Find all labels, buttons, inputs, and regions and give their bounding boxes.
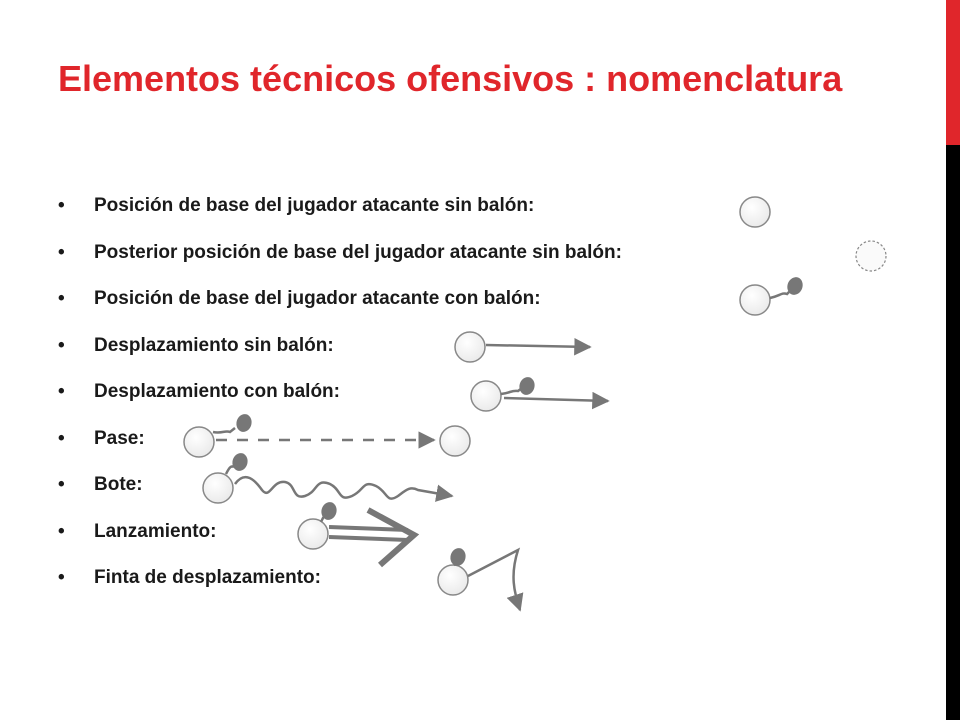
list-item xyxy=(58,374,622,421)
page-title: Elementos técnicos ofensivos : nomenclatura xyxy=(58,58,843,99)
item-label: Posterior posición de base del jugador atacante sin balón: xyxy=(94,241,622,263)
item-label: Bote: xyxy=(94,474,143,495)
list-item xyxy=(58,281,622,328)
bullet-icon: • xyxy=(58,288,65,309)
item-label: Posición de base del jugador atacante sin balón: xyxy=(94,195,535,216)
bullet-icon: • xyxy=(58,381,65,402)
side-dark-bar xyxy=(946,145,960,720)
bullet-icon: • xyxy=(58,567,65,588)
player-later-position-icon xyxy=(856,241,886,271)
player-no-ball-icon xyxy=(740,197,770,227)
side-accent-bar xyxy=(946,0,960,145)
bullet-icon: • xyxy=(58,334,65,356)
list-item xyxy=(58,467,622,514)
list-item xyxy=(58,560,622,607)
list-item xyxy=(58,328,622,375)
item-label: Lanzamiento: xyxy=(94,520,217,542)
bullet-icon: • xyxy=(58,427,65,449)
bullet-icon: • xyxy=(58,241,65,263)
item-label: Posición de base del jugador atacante con balón: xyxy=(94,288,541,309)
player-with-ball-icon xyxy=(740,275,805,315)
item-label: Finta de desplazamiento: xyxy=(94,567,321,588)
list-item xyxy=(58,514,622,561)
item-label: Desplazamiento sin balón: xyxy=(94,334,334,356)
bullet-icon: • xyxy=(58,520,65,542)
item-label: Desplazamiento con balón: xyxy=(94,381,340,402)
bullet-icon: • xyxy=(58,195,65,216)
bullet-icon: • xyxy=(58,474,65,495)
list-item xyxy=(58,235,622,282)
item-label: Pase: xyxy=(94,427,145,449)
symbol-list xyxy=(58,188,622,607)
list-item xyxy=(58,421,622,468)
list-item xyxy=(58,188,622,235)
